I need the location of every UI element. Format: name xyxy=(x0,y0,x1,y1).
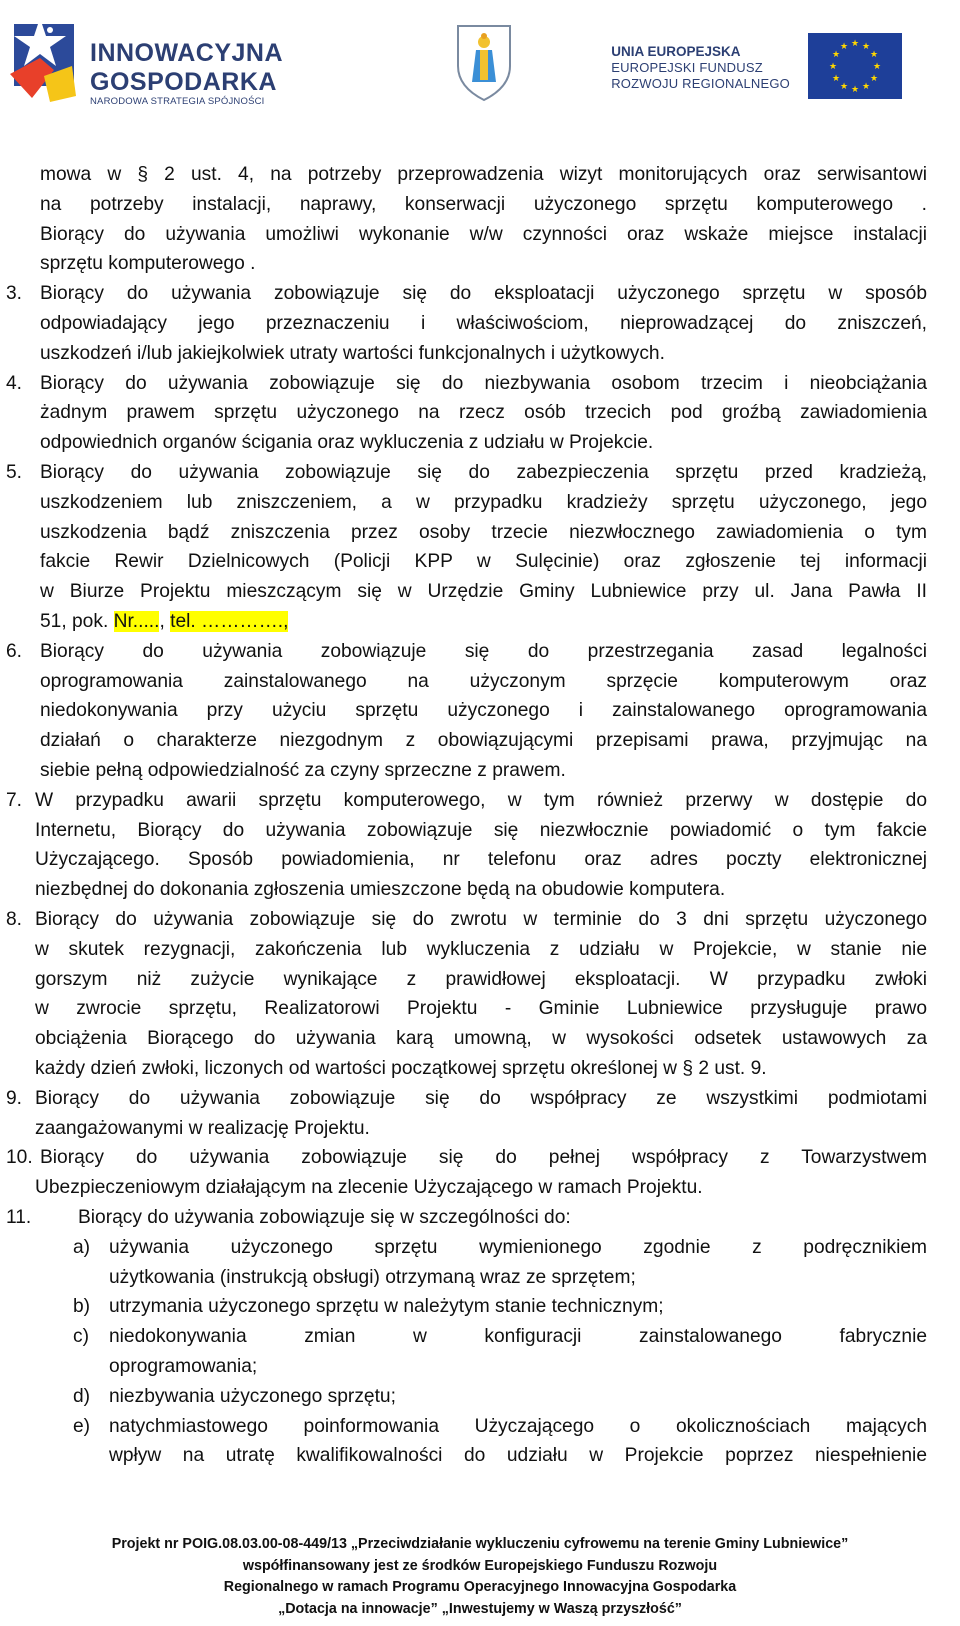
text-line: w zwrocie sprzętu, Realizatorowi Projektu - Gminie Lubniewice przysługuje prawo xyxy=(35,998,927,1020)
item-number: 4. xyxy=(6,372,23,394)
item-number: 11. xyxy=(6,1207,32,1228)
text-line: każdy dzień zwłoki, liczonych od wartości początkowej sprzętu określonej w § 2 ust. 9. xyxy=(35,1058,767,1079)
subitem-letter: d) xyxy=(73,1385,91,1407)
svg-text:★: ★ xyxy=(831,74,841,84)
eu-line-2: EUROPEJSKI FUNDUSZ xyxy=(611,60,763,75)
item-number: 7. xyxy=(6,789,23,811)
svg-text:★: ★ xyxy=(872,62,882,72)
footer-line-3: Regionalnego w ramach Programu Operacyjnego Innowacyjna Gospodarka xyxy=(223,1579,737,1595)
text-line-office xyxy=(40,607,288,637)
text-line: utrzymania użyczonego sprzętu w należytym stanie technicznym; xyxy=(109,1296,664,1318)
text-line: Biorący do używania zobowiązuje się do współpracy ze wszystkimi podmiotami xyxy=(35,1087,927,1109)
text-line: Biorący do używania zobowiązuje się do niezbywania osobom trzecim i nieobciążania xyxy=(40,372,927,394)
svg-text:★: ★ xyxy=(861,82,871,92)
item-number: 5. xyxy=(6,462,23,483)
logo-line-2: GOSPODARKA xyxy=(90,68,277,96)
item-number: 3. xyxy=(6,283,23,305)
page-footer xyxy=(0,1534,960,1620)
text-line: Biorący do używania zobowiązuje się do eksploatacji użyczonego sprzętu w sposób xyxy=(40,283,927,305)
text-line: fakcie Rewir Dzielnicowych (Policji KPP w Sulęcinie) oraz zgłoszenie tej informacji xyxy=(40,551,927,573)
text-line: Biorący do używania zobowiązuje się do pełnej współpracy z Towarzystwem xyxy=(40,1147,927,1169)
footer-line-1: Projekt nr POIG.08.03.00-08-449/13 „Przeciwdziałanie wykluczeniu cyfrowemu na terenie Gminy Lubniewice” xyxy=(111,1536,849,1552)
svg-text:★: ★ xyxy=(869,50,879,60)
text-line: oprogramowania zainstalowanego na użyczonym sprzęcie komputerowym oraz xyxy=(40,670,927,692)
subitem-letter: a) xyxy=(73,1236,91,1258)
text-line: używania użyczonego sprzętu wymienionego zgodnie z podręcznikiem xyxy=(109,1236,927,1258)
text-line: sprzętu komputerowego . xyxy=(40,253,256,275)
text-line: niezbywania użyczonego sprzętu; xyxy=(109,1385,396,1407)
text-line: wpływ na utratę kwalifikowalności do udziału w Projekcie poprzez niespełnienie xyxy=(109,1445,927,1467)
text-line: Biorący do używania umożliwi wykonanie w/w czynności oraz wskaże miejsce instalacji xyxy=(40,223,927,245)
svg-text:★: ★ xyxy=(839,82,849,92)
eu-line-3: ROZWOJU REGIONALNEGO xyxy=(611,76,790,91)
text-line: działań o charakterze niezgodnym z obowiązującymi przepisami prawa, przyjmując na xyxy=(40,730,927,752)
page-header xyxy=(0,0,960,140)
text-line: obciążenia Biorącego do używania karą umowną, w wysokości odsetek ustawowych za xyxy=(35,1028,927,1050)
text-line: użytkowania (instrukcją obsługi) otrzymaną wraz ze sprzętem; xyxy=(109,1266,636,1288)
text-line: Internetu, Biorący do używania zobowiązuje się niezwłocznie powiadomić o tym fakcie xyxy=(35,819,927,841)
text-line: na potrzeby instalacji, naprawy, konserwacji użyczonego sprzętu komputerowego . xyxy=(40,193,927,215)
svg-text:★: ★ xyxy=(850,85,860,95)
text-line: Biorący do używania zobowiązuje się do przestrzegania zasad legalności xyxy=(40,640,927,662)
footer-line-2: współfinansowany jest ze środków Europejskiego Funduszu Rozwoju xyxy=(242,1557,718,1574)
text-line: niezbędnej do dokonania zgłoszenia umieszczone będą na obudowie komputera. xyxy=(35,879,726,901)
office-address-prefix: 51, pok. xyxy=(40,611,114,632)
text-line: uszkodzeń i/lub jakiejkolwiek utraty wartości funkcjonalnych i użytkowych. xyxy=(40,342,665,364)
text-line: Ubezpieczeniowym działającym na zlecenie Użyczającego w ramach Projektu. xyxy=(35,1177,703,1199)
text-line: odpowiednich organów ścigania oraz wykluczenia z udziału w Projekcie. xyxy=(40,432,654,454)
text-line: niedokonywania przy użyciu sprzętu użyczonego i zainstalowanego oprogramowania xyxy=(40,700,927,722)
text-line: natychmiastowego poinformowania Użyczającego o okolicznościach mających xyxy=(109,1415,927,1437)
item-number: 6. xyxy=(6,640,23,662)
text-line: uszkodzenia bądź zniszczenia przez osoby trzecie niezwłocznego zawiadomienia o tym xyxy=(40,521,927,543)
subitem-letter: e) xyxy=(73,1415,91,1437)
text-line: Biorący do używania zobowiązuje się w szczególności do: xyxy=(78,1207,571,1228)
phone-placeholder: tel. …………., xyxy=(170,611,289,632)
footer-line-4: „Dotacja na innowacje” „Inwestujemy w Waszą przyszłość” xyxy=(278,1600,682,1617)
text-line: W przypadku awarii sprzętu komputerowego, w tym również przerwy w dostępie do xyxy=(35,789,927,811)
text-line: mowa w § 2 ust. 4, na potrzeby przeprowadzenia wizyt monitorujących oraz serwisantowi xyxy=(40,164,927,185)
innowacyjna-gospodarka-logo xyxy=(10,14,284,107)
item-number: 10. xyxy=(6,1147,33,1169)
text-line: Biorący do używania zobowiązuje się do zabezpieczenia sprzętu przed kradzieżą, xyxy=(40,462,927,483)
subitem-letter: b) xyxy=(73,1296,91,1318)
text-line: Biorący do używania zobowiązuje się do zwrotu w terminie do 3 dni sprzętu użyczonego xyxy=(35,909,927,930)
svg-text:★: ★ xyxy=(839,42,849,52)
logo-line-3: NARODOWA STRATEGIA SPÓJNOŚCI xyxy=(90,96,265,107)
text-line: żadnym prawem sprzętu użyczonego na rzecz osób trzecich pod groźbą zawiadomienia xyxy=(40,402,927,424)
item-number: 9. xyxy=(6,1087,23,1109)
separator: , xyxy=(159,611,171,632)
text-line: oprogramowania; xyxy=(109,1356,258,1377)
svg-text:★: ★ xyxy=(828,62,838,72)
text-line: w Biurze Projektu mieszczącym się w Urzędzie Gminy Lubniewice przy ul. Jana Pawła II xyxy=(40,581,927,603)
text-line: odpowiadający jego przeznaczeniu i właściwościom, nieprowadzącej do zniszczeń, xyxy=(40,313,927,334)
text-line: zaangażowanymi w realizację Projektu. xyxy=(35,1117,370,1139)
text-line: niedokonywania zmian w konfiguracji zainstalowanego fabrycznie xyxy=(109,1326,927,1348)
eu-line-1: UNIA EUROPEJSKA xyxy=(611,44,741,59)
logo-line-1: INNOWACYJNA xyxy=(90,39,284,67)
svg-text:★: ★ xyxy=(831,50,841,60)
coat-of-arms-icon xyxy=(452,22,516,102)
text-line: siebie pełną odpowiedzialność za czyny sprzeczne z prawem. xyxy=(40,760,566,781)
item-number: 8. xyxy=(6,909,23,930)
municipal-crest xyxy=(452,22,516,102)
eu-flag-icon xyxy=(808,33,902,99)
eu-flag xyxy=(808,33,902,99)
text-line: uszkodzeniem lub zniszczeniem, a w przypadku kradzieży sprzętu użyczonego, jego xyxy=(40,491,927,513)
eu-logo-text xyxy=(611,44,790,92)
subitem-letter: c) xyxy=(73,1326,89,1348)
star-emblem-icon xyxy=(10,14,80,104)
text-line: w skutek rezygnacji, zakończenia lub wykluczenia z udziału w Projekcie, w stanie nie xyxy=(35,938,927,960)
svg-text:★: ★ xyxy=(869,74,879,84)
svg-text:★: ★ xyxy=(861,42,871,52)
svg-text:★: ★ xyxy=(850,39,860,49)
text-line: gorszym niż zużycie wynikające z prawidłowej eksploatacji. W przypadku zwłoki xyxy=(35,968,927,990)
room-number-placeholder: Nr..... xyxy=(113,611,160,632)
text-line: Użyczającego. Sposób powiadomienia, nr telefonu oraz adres poczty elektronicznej xyxy=(35,849,927,871)
